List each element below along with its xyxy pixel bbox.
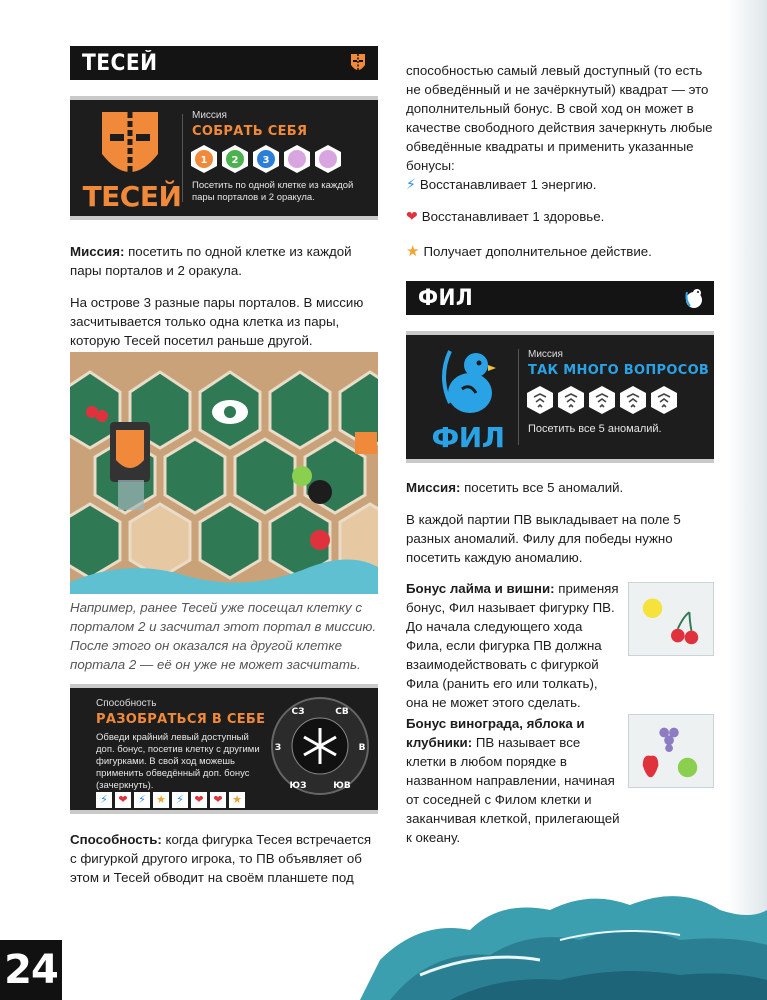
- bonus1-label: Бонус лайма и вишни:: [406, 581, 555, 596]
- lightning-icon: ⚡: [96, 792, 112, 808]
- lime-cherry-thumbnail: [628, 582, 714, 656]
- bonus-health: [406, 208, 604, 225]
- ability-label: Способность: [96, 698, 157, 709]
- lime-icon: [643, 599, 662, 618]
- mission-title: ТАК МНОГО ВОПРОСОВ: [528, 363, 710, 378]
- bonus-action-text: Получает дополнительное действие.: [423, 243, 652, 259]
- ability-paragraph-label: Способность:: [70, 832, 162, 847]
- chicken-icon: [682, 286, 706, 310]
- phil-mission-card: [406, 331, 714, 463]
- card-divider: [518, 349, 519, 445]
- anomaly-icon: [557, 385, 585, 415]
- page-edge-shadow: [727, 0, 767, 1000]
- theseus-mission-card: [70, 96, 378, 220]
- portal-1-icon: [190, 144, 218, 174]
- card-divider: [182, 114, 183, 202]
- lightning-icon: ⚡: [134, 792, 150, 808]
- compass-ne: СВ: [335, 707, 349, 717]
- ability-paragraph-text: когда фигурка Тесея встречается с фигуркой другого игрока, то ПВ объявляет об этом и Тесей обводит на своём планшете под: [70, 832, 372, 885]
- compass-sw: ЮЗ: [289, 781, 307, 791]
- compass-dial: [270, 696, 370, 796]
- oracle-eye-icon: [314, 144, 342, 174]
- mask-icon: [346, 51, 370, 75]
- compass-e: В: [358, 743, 366, 753]
- phil-bonus2-paragraph: [406, 714, 622, 847]
- theseus-card-name: ТЕСЕЙ: [82, 180, 182, 213]
- bonus-health-text: Восстанавливает 1 здоровье.: [421, 209, 605, 224]
- phil-bonus1-paragraph: [406, 579, 622, 712]
- lightning-icon: ⚡: [172, 792, 188, 808]
- ability-desc: Обведи крайний левый доступный доп. бонус, посетив клетку с другими фигурками. В свой ход можешь применить обведённый доп. бонус (зачеркнуть).: [96, 732, 260, 791]
- mission-label: Миссия: [192, 110, 227, 121]
- portal-3-icon: [252, 144, 280, 174]
- oracle-eye-icon: [283, 144, 311, 174]
- heart-icon: ❤: [191, 792, 207, 808]
- theseus-portals-paragraph: На острове 3 разные пары порталов. В миссию засчитывается только одна клетка из пары, которую Тесей посетил раньше другой.: [70, 295, 364, 348]
- theseus-section-title: ТЕСЕЙ: [82, 50, 158, 76]
- compass-se: ЮВ: [333, 781, 351, 791]
- phil-mission-label: Миссия:: [406, 480, 461, 495]
- theseus-ability-paragraph: [70, 830, 378, 887]
- heart-icon: ❤: [406, 208, 418, 224]
- phil-anomalies-paragraph: В каждой партии ПВ выкладывает на поле 5 разных аномалий. Филу для победы нужно посетить каждую аномалию.: [406, 512, 681, 565]
- phil-card-name: ФИЛ: [431, 421, 505, 454]
- bonus-energy-text: Восстанавливает 1 энергию.: [419, 177, 597, 192]
- mission-desc: Посетить все 5 аномалий.: [528, 423, 662, 435]
- compass-w: З: [274, 743, 282, 753]
- bonus2-text: ПВ называет все клетки в любом порядке в названном направлении, начиная от соседней с Филом клетки и заканчивая клеткой, прилегающей к океану.: [406, 735, 620, 845]
- portal-2-icon: [221, 144, 249, 174]
- theseus-mission-paragraph: [70, 242, 378, 280]
- bonus1-text: применяя бонус, Фил называет фигурку ПВ. До начала следующего хода Фила, если фигурка ПВ должна взаимодействовать с фигуркой Фила (ранить его или толкать), она не может этого сделать.: [406, 581, 619, 710]
- bonus2-label: Бонус винограда, яблока и клубники:: [406, 716, 585, 750]
- page-number: 24: [0, 940, 62, 1000]
- theseus-mission-text: посетить по одной клетке из каждой пары порталов и 2 оракула.: [70, 244, 352, 278]
- bonus-action: [406, 242, 652, 260]
- phil-mission-paragraph: [406, 478, 716, 497]
- theseus-section-header: [70, 46, 378, 80]
- phil-mission-text: посетить все 5 аномалий.: [460, 480, 624, 495]
- theseus-mask-icon: [98, 110, 162, 182]
- phil-portrait: [418, 341, 518, 454]
- anomaly-icon: [619, 385, 647, 415]
- hex-number: 1: [200, 155, 208, 166]
- phil-section-title: ФИЛ: [418, 285, 474, 311]
- apple-icon: [678, 758, 697, 777]
- compass-nw: СЗ: [291, 707, 305, 717]
- star-icon: ★: [153, 792, 169, 808]
- mission-title: СОБРАТЬ СЕБЯ: [192, 124, 308, 139]
- anomaly-hex-icons: [526, 385, 678, 415]
- hex-number: 3: [262, 155, 270, 166]
- theseus-ability-card: [70, 684, 378, 814]
- lightning-icon: ⚡: [406, 176, 416, 192]
- theseus-mission-label: Миссия:: [70, 244, 125, 259]
- mission-desc: Посетить по одной клетке из каждой пары порталов и 2 оракула.: [192, 180, 354, 203]
- star-icon: ★: [229, 792, 245, 808]
- ability-bonus-icons: [96, 792, 245, 808]
- hex-number: 2: [231, 155, 239, 166]
- anomaly-icon: [526, 385, 554, 415]
- ability-title: РАЗОБРАТЬСЯ В СЕБЕ: [96, 712, 266, 727]
- game-board-illustration: [70, 352, 378, 594]
- anomaly-icon: [650, 385, 678, 415]
- star-icon: ★: [406, 243, 420, 260]
- sea-waves-illustration: [360, 880, 767, 1000]
- theseus-portrait: [82, 106, 182, 216]
- mission-hex-icons: [190, 144, 342, 174]
- heart-icon: ❤: [210, 792, 226, 808]
- bonus-intro-paragraph: способностью самый левый доступный (то есть не обведённый и не зачёркнутый) квадрат — это дополнительный бонус. В свой ход он может в качестве свободного действия зачеркнуть любые обведённые квадраты и применить указанные бонусы:: [406, 63, 713, 173]
- phil-chicken-icon: [436, 343, 500, 419]
- mission-label: Миссия: [528, 349, 563, 360]
- phil-section-header: [406, 281, 714, 315]
- grape-apple-strawberry-thumbnail: [628, 714, 714, 788]
- anomaly-icon: [588, 385, 616, 415]
- heart-icon: ❤: [115, 792, 131, 808]
- board-caption: Например, ранее Тесей уже посещал клетку с порталом 2 и засчитал этот портал в миссию. После этого он оказался на другой клетке портала 2 — её он уже не может засчитать.: [70, 600, 377, 672]
- bonus-energy: [406, 176, 596, 193]
